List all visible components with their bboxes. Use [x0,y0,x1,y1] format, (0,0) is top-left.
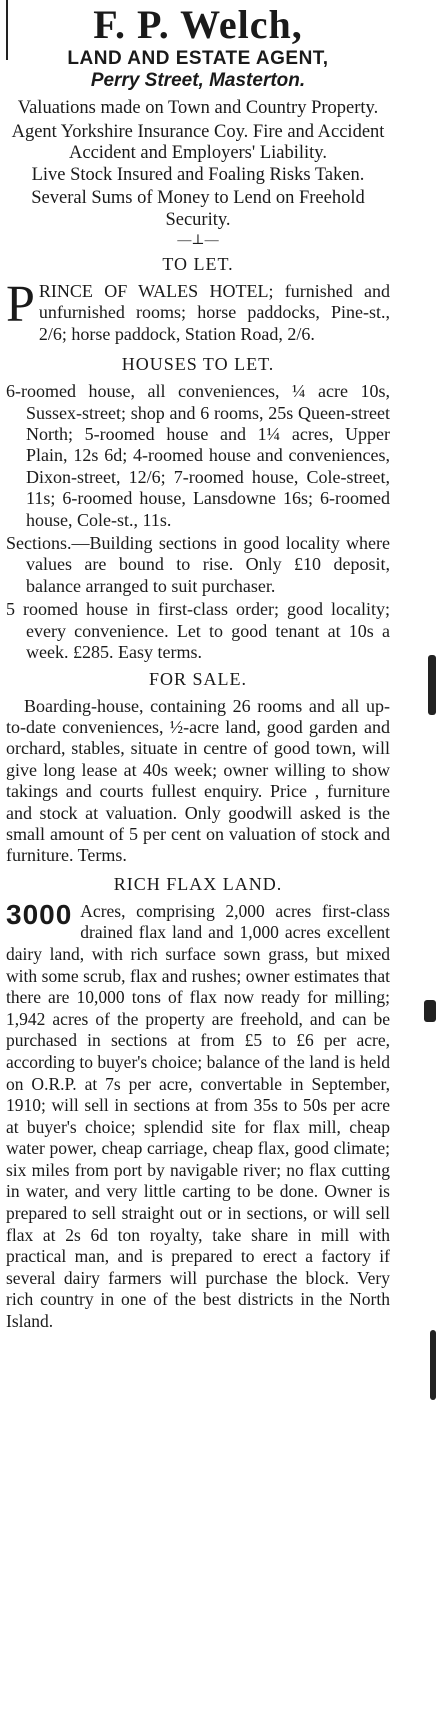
flax-listing [6,898,390,1333]
margin-mark [428,655,436,715]
intro-insurance: Agent Yorkshire Insurance Coy. Fire and Accident [11,121,385,142]
advertiser-name: F. P. Welch, [93,2,303,47]
agent-title: LAND AND ESTATE AGENT, [67,48,329,69]
houses-list: 6-roomed house, all conveniences, ¼ acre 10s, Sussex-street; shop and 6 rooms, 25s Queen-street North; 5-roomed house and 1¼ acres, Upper Plain, 12s 6d; 4-roomed house and conveniences, Dixon-street, 12/6; 7-roomed house, Cole-street, 11s; 6-roomed house, Lansdowne 16s; 6-roomed house, Cole-st., 11s. [6,381,390,530]
flax-text: Acres, comprising 2,000 acres first-class drained flax land and 1,000 acres excellent dairy land, with rich surface sown grass, but mixed with some scrub, flax and rushes; owner estimates that there are 10,000 tons of flax now ready for milling; 1,942 acres of the property are freehold, and can be purchased in sections at from £5 to £6 per acre, according to buyer's choice; balance of the land is held on O.R.P. at 7s per acre, convertable in September, 1910; will sell in sections at from 35s to 50s per acre at buyer's choice; splendid site for flax mill, cheap water power, cheap carriage, cheap flax, good climate; six miles from port by navigable river; no flax cutting in water, and very little carting to be done. Owner is prepared to sell straight out or in sections, or will sell flax at 2s 6d ton royalty, take share in mill with practical man, and is prepared to erect a factory if several dairy farmers will purchase the block. Very rich country in one of the best districts in the North Island. [6,900,390,1332]
intro-valuations: Valuations made on Town and Country Property. [17,98,379,118]
margin-mark [424,1000,436,1022]
intro-livestock: Live Stock Insured and Foaling Risks Taken. [31,164,365,185]
left-rule [6,0,8,60]
to-let-heading: TO LET. [162,254,234,274]
agent-address: Perry Street, Masterton. [90,70,306,91]
flax-heading: RICH FLAX LAND. [113,873,283,894]
to-let-hotel [6,276,390,345]
five-room-listing: 5 roomed house in first-class order; good locality; every convenience. Let to good tenant at 10s a week. £285. Easy terms. [6,599,390,663]
margin-mark [430,1330,436,1400]
for-sale-heading: FOR SALE. [148,668,247,689]
boarding-house-listing: Boarding-house, containing 26 rooms and all up-to-date conveniences, ½-acre land, good garden and orchard, stables, situate in centre of good town, will give long lease at 40s week; owner willing to show takings and courts fullest enquiry. Price , furniture and stock at valuation. Only goodwill asked is the small amount of 5 per cent on valuation of stock and furniture. Terms. [6,695,390,866]
sections-listing: Sections.—Building sections in good locality where values are bound to rise. Only £10 deposit, balance arranged to suit purchaser. [6,533,390,596]
intro-lending: Several Sums of Money to Lend on Freehold Security. [31,188,365,230]
advertisement [6,0,390,1333]
big-number: 3000 [6,898,73,930]
houses-heading: HOUSES TO LET. [121,354,275,375]
separator: —⊥— [177,233,219,248]
intro-block [6,98,390,231]
intro-liability: Accident and Employers' Liability. [69,143,327,163]
to-let-text: RINCE OF WALES HOTEL; furnished and unfurnished rooms; horse paddocks, Pine-st., 2/6; horse paddock, Station Road, 2/6. [38,281,390,344]
drop-cap: P [6,276,35,333]
